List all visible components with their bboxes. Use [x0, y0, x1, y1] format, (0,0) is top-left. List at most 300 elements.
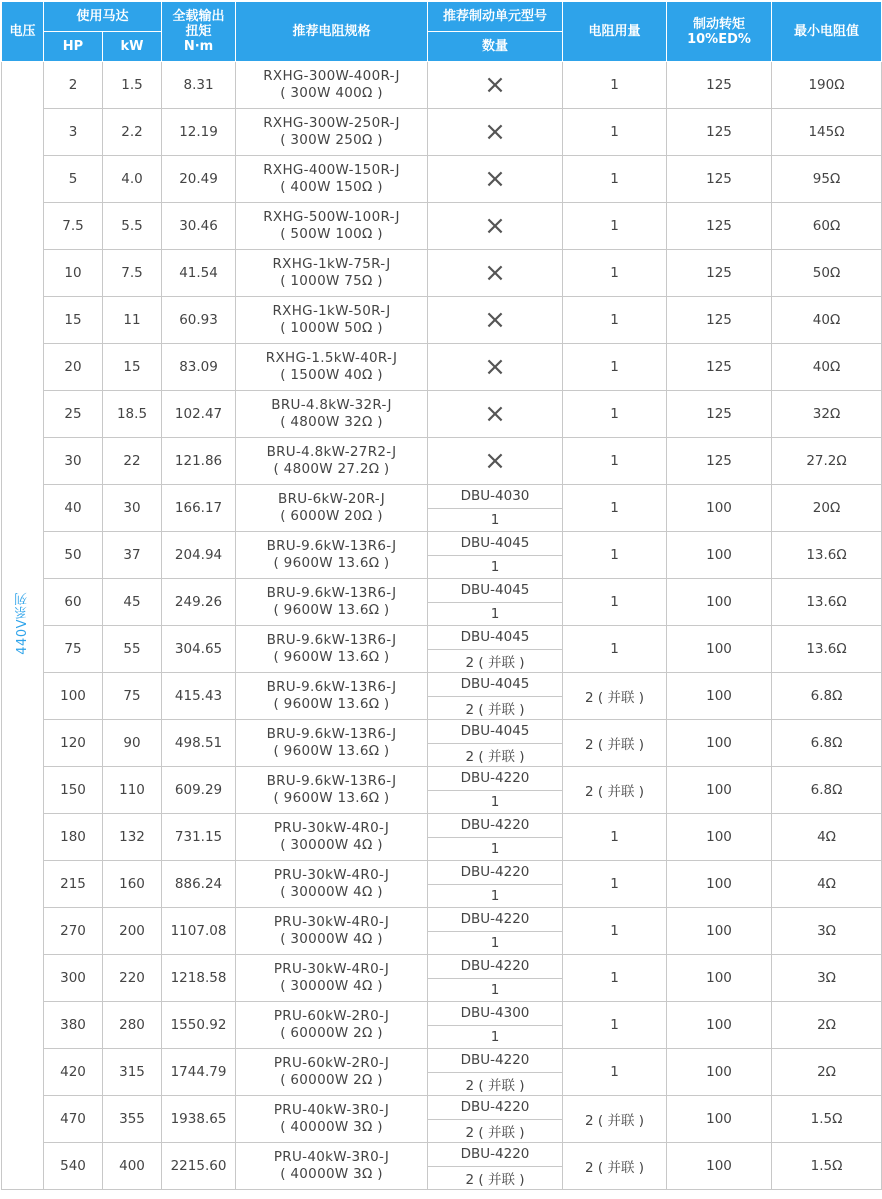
- table-row: [2, 626, 882, 673]
- resistor-rating: ( 400W 150Ω ): [280, 179, 383, 195]
- cell-brake-unit: [428, 814, 563, 861]
- cell-torque: 30.46: [162, 203, 236, 250]
- cell-brake-unit: [428, 1096, 563, 1143]
- brake-unit-model: DBU-4030: [428, 485, 562, 509]
- cell-resistor-spec: [236, 109, 428, 156]
- cell-braking-torque: 125: [667, 297, 772, 344]
- table-row: [2, 814, 882, 861]
- cell-resistor-spec: [236, 532, 428, 579]
- cell-braking-torque: 100: [667, 955, 772, 1002]
- cell-brake-unit-none: [428, 109, 563, 156]
- cell-hp: 3: [44, 109, 103, 156]
- cell-braking-torque: 100: [667, 767, 772, 814]
- cell-brake-unit: [428, 1049, 563, 1096]
- table-row: [2, 156, 882, 203]
- cell-brake-unit: [428, 626, 563, 673]
- cell-min-resistance: 6.8Ω: [772, 673, 882, 720]
- not-required-x-icon: ×: [484, 117, 506, 147]
- cell-kw: 200: [103, 908, 162, 955]
- cell-brake-unit: [428, 532, 563, 579]
- resistor-model: BRU-6kW-20R-J: [278, 491, 386, 507]
- cell-hp: 300: [44, 955, 103, 1002]
- cell-resistor-qty: 1: [563, 861, 667, 908]
- cell-braking-torque: 100: [667, 485, 772, 532]
- cell-hp: 470: [44, 1096, 103, 1143]
- cell-min-resistance: 1.5Ω: [772, 1096, 882, 1143]
- cell-brake-unit-none: [428, 156, 563, 203]
- cell-resistor-spec: [236, 861, 428, 908]
- resistor-rating: ( 1500W 40Ω ): [280, 367, 383, 383]
- cell-brake-unit-none: [428, 391, 563, 438]
- table-row: [2, 1143, 882, 1190]
- cell-hp: 420: [44, 1049, 103, 1096]
- cell-min-resistance: 27.2Ω: [772, 438, 882, 485]
- not-required-x-icon: ×: [484, 211, 506, 241]
- brake-resistor-table: [1, 1, 882, 1190]
- cell-braking-torque: 125: [667, 391, 772, 438]
- cell-resistor-qty: 1: [563, 250, 667, 297]
- cell-hp: 40: [44, 485, 103, 532]
- table-row: [2, 297, 882, 344]
- cell-braking-torque: 100: [667, 814, 772, 861]
- cell-kw: 11: [103, 297, 162, 344]
- cell-resistor-spec: [236, 62, 428, 109]
- resistor-model: BRU-9.6kW-13R6-J: [266, 585, 397, 601]
- cell-min-resistance: 2Ω: [772, 1049, 882, 1096]
- table-row: [2, 908, 882, 955]
- cell-hp: 20: [44, 344, 103, 391]
- table-row: [2, 532, 882, 579]
- cell-resistor-spec: [236, 438, 428, 485]
- resistor-rating: ( 9600W 13.6Ω ): [273, 649, 390, 665]
- resistor-model: RXHG-1kW-50R-J: [272, 303, 391, 319]
- header-torque-line3: N·m: [183, 39, 214, 54]
- cell-resistor-qty: 1: [563, 485, 667, 532]
- cell-resistor-qty: 1: [563, 814, 667, 861]
- cell-kw: 1.5: [103, 62, 162, 109]
- header-braking-torque: [667, 2, 772, 62]
- cell-kw: 22: [103, 438, 162, 485]
- cell-kw: 160: [103, 861, 162, 908]
- cell-resistor-qty: 2 ( 并联 ): [563, 767, 667, 814]
- cell-torque: 886.24: [162, 861, 236, 908]
- cell-min-resistance: 2Ω: [772, 1002, 882, 1049]
- cell-torque: 83.09: [162, 344, 236, 391]
- brake-unit-model: DBU-4220: [428, 861, 562, 885]
- brake-unit-qty: 1: [490, 887, 500, 904]
- resistor-rating: ( 1000W 50Ω ): [280, 320, 383, 336]
- header-torque-line1: 全载输出: [172, 9, 225, 24]
- cell-hp: 5: [44, 156, 103, 203]
- cell-resistor-spec: [236, 673, 428, 720]
- cell-kw: 7.5: [103, 250, 162, 297]
- resistor-rating: ( 9600W 13.6Ω ): [273, 696, 390, 712]
- cell-torque: 166.17: [162, 485, 236, 532]
- cell-resistor-spec: [236, 156, 428, 203]
- not-required-x-icon: ×: [484, 258, 506, 288]
- table-row: [2, 62, 882, 109]
- table-row: [2, 1049, 882, 1096]
- cell-resistor-qty: 2 ( 并联 ): [563, 1096, 667, 1143]
- voltage-series-label: 440V系列: [15, 592, 30, 655]
- resistor-model: RXHG-1kW-75R-J: [272, 256, 391, 272]
- cell-resistor-qty: 1: [563, 203, 667, 250]
- cell-min-resistance: 4Ω: [772, 814, 882, 861]
- cell-torque: 1107.08: [162, 908, 236, 955]
- cell-min-resistance: 50Ω: [772, 250, 882, 297]
- brake-unit-qty: 1: [490, 840, 500, 857]
- not-required-x-icon: ×: [484, 70, 506, 100]
- cell-brake-unit: [428, 861, 563, 908]
- resistor-model: PRU-30kW-4R0-J: [273, 820, 390, 836]
- cell-min-resistance: 3Ω: [772, 908, 882, 955]
- resistor-model: BRU-9.6kW-13R6-J: [266, 632, 397, 648]
- cell-hp: 180: [44, 814, 103, 861]
- cell-min-resistance: 4Ω: [772, 861, 882, 908]
- cell-resistor-qty: 1: [563, 297, 667, 344]
- cell-torque: 1938.65: [162, 1096, 236, 1143]
- cell-resistor-spec: [236, 485, 428, 532]
- resistor-rating: ( 40000W 3Ω ): [280, 1119, 383, 1135]
- table-row: [2, 579, 882, 626]
- brake-unit-qty: 2 ( 并联 ): [465, 1171, 525, 1188]
- cell-resistor-spec: [236, 720, 428, 767]
- cell-braking-torque: 100: [667, 720, 772, 767]
- cell-resistor-qty: 2 ( 并联 ): [563, 1143, 667, 1190]
- cell-braking-torque: 100: [667, 532, 772, 579]
- cell-kw: 4.0: [103, 156, 162, 203]
- header-braking-torque-line2: 10%ED%: [687, 31, 751, 47]
- cell-braking-torque: 125: [667, 344, 772, 391]
- cell-torque: 304.65: [162, 626, 236, 673]
- cell-resistor-qty: 1: [563, 344, 667, 391]
- cell-torque: 731.15: [162, 814, 236, 861]
- cell-hp: 150: [44, 767, 103, 814]
- cell-braking-torque: 125: [667, 250, 772, 297]
- cell-min-resistance: 32Ω: [772, 391, 882, 438]
- cell-kw: 18.5: [103, 391, 162, 438]
- cell-brake-unit-none: [428, 203, 563, 250]
- resistor-model: PRU-30kW-4R0-J: [273, 914, 390, 930]
- cell-brake-unit: [428, 767, 563, 814]
- cell-hp: 10: [44, 250, 103, 297]
- cell-resistor-spec: [236, 908, 428, 955]
- resistor-model: BRU-9.6kW-13R6-J: [266, 773, 397, 789]
- cell-braking-torque: 100: [667, 1143, 772, 1190]
- cell-torque: 249.26: [162, 579, 236, 626]
- cell-resistor-qty: 1: [563, 109, 667, 156]
- brake-unit-model: DBU-4220: [428, 955, 562, 979]
- cell-brake-unit: [428, 720, 563, 767]
- table-row: [2, 673, 882, 720]
- cell-kw: 2.2: [103, 109, 162, 156]
- cell-braking-torque: 100: [667, 579, 772, 626]
- resistor-model: PRU-60kW-2R0-J: [273, 1008, 390, 1024]
- cell-torque: 20.49: [162, 156, 236, 203]
- brake-unit-qty: 2 ( 并联 ): [465, 1077, 525, 1094]
- table-row: [2, 391, 882, 438]
- brake-unit-model: DBU-4045: [428, 720, 562, 744]
- resistor-rating: ( 30000W 4Ω ): [280, 931, 383, 947]
- brake-unit-qty: 1: [490, 981, 500, 998]
- cell-torque: 609.29: [162, 767, 236, 814]
- cell-kw: 315: [103, 1049, 162, 1096]
- cell-resistor-spec: [236, 344, 428, 391]
- brake-unit-qty: 2 ( 并联 ): [465, 701, 525, 718]
- cell-hp: 75: [44, 626, 103, 673]
- cell-hp: 60: [44, 579, 103, 626]
- resistor-model: BRU-4.8kW-32R-J: [271, 397, 392, 413]
- resistor-model: RXHG-300W-400R-J: [263, 68, 400, 84]
- cell-resistor-spec: [236, 1096, 428, 1143]
- cell-brake-unit-none: [428, 344, 563, 391]
- cell-hp: 120: [44, 720, 103, 767]
- table-row: [2, 767, 882, 814]
- cell-resistor-spec: [236, 1143, 428, 1190]
- cell-resistor-spec: [236, 1002, 428, 1049]
- cell-min-resistance: 40Ω: [772, 344, 882, 391]
- resistor-rating: ( 9600W 13.6Ω ): [273, 555, 390, 571]
- resistor-rating: ( 60000W 2Ω ): [280, 1025, 383, 1041]
- cell-torque: 415.43: [162, 673, 236, 720]
- cell-resistor-qty: 2 ( 并联 ): [563, 720, 667, 767]
- table-row: [2, 485, 882, 532]
- cell-resistor-qty: 1: [563, 579, 667, 626]
- not-required-x-icon: ×: [484, 446, 506, 476]
- cell-min-resistance: 6.8Ω: [772, 720, 882, 767]
- brake-unit-qty: 2 ( 并联 ): [465, 1124, 525, 1141]
- cell-braking-torque: 100: [667, 673, 772, 720]
- cell-torque: 41.54: [162, 250, 236, 297]
- brake-unit-model: DBU-4045: [428, 673, 562, 697]
- cell-braking-torque: 100: [667, 908, 772, 955]
- cell-hp: 50: [44, 532, 103, 579]
- cell-min-resistance: 145Ω: [772, 109, 882, 156]
- cell-resistor-spec: [236, 250, 428, 297]
- table-row: [2, 1096, 882, 1143]
- cell-kw: 355: [103, 1096, 162, 1143]
- cell-kw: 110: [103, 767, 162, 814]
- cell-torque: 60.93: [162, 297, 236, 344]
- cell-resistor-qty: 2 ( 并联 ): [563, 673, 667, 720]
- resistor-rating: ( 9600W 13.6Ω ): [273, 790, 390, 806]
- header-hp: HP: [44, 32, 103, 62]
- cell-braking-torque: 100: [667, 1049, 772, 1096]
- resistor-model: PRU-40kW-3R0-J: [273, 1149, 390, 1165]
- cell-torque: 2215.60: [162, 1143, 236, 1190]
- cell-min-resistance: 190Ω: [772, 62, 882, 109]
- cell-braking-torque: 100: [667, 1002, 772, 1049]
- cell-brake-unit-none: [428, 62, 563, 109]
- cell-min-resistance: 13.6Ω: [772, 532, 882, 579]
- brake-unit-model: DBU-4220: [428, 767, 562, 791]
- cell-kw: 5.5: [103, 203, 162, 250]
- cell-min-resistance: 6.8Ω: [772, 767, 882, 814]
- cell-brake-unit-none: [428, 438, 563, 485]
- cell-resistor-spec: [236, 626, 428, 673]
- cell-kw: 30: [103, 485, 162, 532]
- cell-hp: 7.5: [44, 203, 103, 250]
- cell-kw: 15: [103, 344, 162, 391]
- table-row: [2, 861, 882, 908]
- header-brake-qty: 数量: [428, 32, 563, 62]
- resistor-rating: ( 30000W 4Ω ): [280, 978, 383, 994]
- voltage-series-cell: [2, 62, 44, 1190]
- table-row: [2, 250, 882, 297]
- cell-torque: 8.31: [162, 62, 236, 109]
- header-resistor-qty: 电阻用量: [563, 2, 667, 62]
- brake-unit-model: DBU-4300: [428, 1002, 562, 1026]
- resistor-rating: ( 300W 250Ω ): [280, 132, 383, 148]
- cell-brake-unit-none: [428, 297, 563, 344]
- brake-unit-qty: 2 ( 并联 ): [465, 748, 525, 765]
- cell-hp: 215: [44, 861, 103, 908]
- cell-torque: 121.86: [162, 438, 236, 485]
- resistor-model: PRU-30kW-4R0-J: [273, 961, 390, 977]
- table-row: [2, 344, 882, 391]
- brake-unit-model: DBU-4045: [428, 626, 562, 650]
- cell-hp: 30: [44, 438, 103, 485]
- cell-torque: 1218.58: [162, 955, 236, 1002]
- resistor-model: RXHG-1.5kW-40R-J: [265, 350, 398, 366]
- cell-min-resistance: 13.6Ω: [772, 579, 882, 626]
- cell-braking-torque: 125: [667, 156, 772, 203]
- cell-resistor-spec: [236, 203, 428, 250]
- table-row: [2, 438, 882, 485]
- table-row: [2, 109, 882, 156]
- cell-resistor-qty: 1: [563, 1002, 667, 1049]
- cell-kw: 90: [103, 720, 162, 767]
- brake-unit-model: DBU-4220: [428, 1143, 562, 1167]
- cell-torque: 1550.92: [162, 1002, 236, 1049]
- cell-braking-torque: 125: [667, 109, 772, 156]
- resistor-rating: ( 9600W 13.6Ω ): [273, 743, 390, 759]
- cell-braking-torque: 125: [667, 438, 772, 485]
- not-required-x-icon: ×: [484, 352, 506, 382]
- brake-unit-qty: 1: [490, 793, 500, 810]
- resistor-model: RXHG-300W-250R-J: [263, 115, 400, 131]
- resistor-model: RXHG-500W-100R-J: [263, 209, 400, 225]
- cell-min-resistance: 40Ω: [772, 297, 882, 344]
- brake-unit-qty: 2 ( 并联 ): [465, 654, 525, 671]
- cell-resistor-spec: [236, 297, 428, 344]
- brake-unit-qty: 1: [490, 934, 500, 951]
- cell-torque: 498.51: [162, 720, 236, 767]
- resistor-model: PRU-30kW-4R0-J: [273, 867, 390, 883]
- cell-resistor-spec: [236, 391, 428, 438]
- cell-resistor-qty: 1: [563, 532, 667, 579]
- resistor-model: PRU-40kW-3R0-J: [273, 1102, 390, 1118]
- resistor-rating: ( 500W 100Ω ): [280, 226, 383, 242]
- resistor-rating: ( 4800W 27.2Ω ): [273, 461, 390, 477]
- cell-braking-torque: 125: [667, 203, 772, 250]
- cell-min-resistance: 95Ω: [772, 156, 882, 203]
- cell-kw: 37: [103, 532, 162, 579]
- header-kw: kW: [103, 32, 162, 62]
- cell-kw: 400: [103, 1143, 162, 1190]
- brake-unit-qty: 1: [490, 511, 500, 528]
- resistor-rating: ( 60000W 2Ω ): [280, 1072, 383, 1088]
- header-braking-torque-line1: 制动转矩: [693, 16, 746, 32]
- cell-resistor-qty: 1: [563, 62, 667, 109]
- cell-min-resistance: 1.5Ω: [772, 1143, 882, 1190]
- resistor-model: BRU-4.8kW-27R2-J: [266, 444, 397, 460]
- cell-hp: 270: [44, 908, 103, 955]
- cell-kw: 220: [103, 955, 162, 1002]
- cell-resistor-qty: 1: [563, 908, 667, 955]
- cell-kw: 280: [103, 1002, 162, 1049]
- resistor-model: PRU-60kW-2R0-J: [273, 1055, 390, 1071]
- cell-resistor-qty: 1: [563, 438, 667, 485]
- cell-resistor-spec: [236, 579, 428, 626]
- header-voltage: 电压: [2, 2, 44, 62]
- resistor-rating: ( 30000W 4Ω ): [280, 837, 383, 853]
- resistor-model: BRU-9.6kW-13R6-J: [266, 679, 397, 695]
- not-required-x-icon: ×: [484, 164, 506, 194]
- resistor-model: BRU-9.6kW-13R6-J: [266, 726, 397, 742]
- cell-hp: 15: [44, 297, 103, 344]
- cell-brake-unit: [428, 485, 563, 532]
- header-brake-unit: 推荐制动单元型号: [428, 2, 563, 32]
- cell-brake-unit: [428, 908, 563, 955]
- cell-brake-unit: [428, 955, 563, 1002]
- table-row: [2, 1002, 882, 1049]
- cell-brake-unit-none: [428, 250, 563, 297]
- cell-brake-unit: [428, 673, 563, 720]
- header-motor: 使用马达: [44, 2, 162, 32]
- cell-hp: 25: [44, 391, 103, 438]
- cell-braking-torque: 100: [667, 861, 772, 908]
- cell-torque: 102.47: [162, 391, 236, 438]
- resistor-model: BRU-9.6kW-13R6-J: [266, 538, 397, 554]
- cell-resistor-spec: [236, 767, 428, 814]
- cell-min-resistance: 60Ω: [772, 203, 882, 250]
- not-required-x-icon: ×: [484, 399, 506, 429]
- brake-unit-qty: 1: [490, 605, 500, 622]
- brake-unit-model: DBU-4045: [428, 579, 562, 603]
- cell-resistor-spec: [236, 955, 428, 1002]
- not-required-x-icon: ×: [484, 305, 506, 335]
- cell-kw: 45: [103, 579, 162, 626]
- cell-braking-torque: 100: [667, 626, 772, 673]
- cell-brake-unit: [428, 579, 563, 626]
- table-row: [2, 955, 882, 1002]
- cell-min-resistance: 3Ω: [772, 955, 882, 1002]
- header-resistor-spec: 推荐电阻规格: [236, 2, 428, 62]
- cell-min-resistance: 20Ω: [772, 485, 882, 532]
- resistor-rating: ( 6000W 20Ω ): [280, 508, 383, 524]
- cell-resistor-qty: 1: [563, 391, 667, 438]
- resistor-model: RXHG-400W-150R-J: [263, 162, 400, 178]
- cell-min-resistance: 13.6Ω: [772, 626, 882, 673]
- cell-braking-torque: 100: [667, 1096, 772, 1143]
- brake-unit-model: DBU-4220: [428, 814, 562, 838]
- header-torque: [162, 2, 236, 62]
- brake-unit-model: DBU-4045: [428, 532, 562, 556]
- cell-resistor-qty: 1: [563, 156, 667, 203]
- cell-resistor-qty: 1: [563, 626, 667, 673]
- cell-torque: 12.19: [162, 109, 236, 156]
- table-row: [2, 720, 882, 767]
- resistor-rating: ( 1000W 75Ω ): [280, 273, 383, 289]
- header-torque-line2: 扭矩: [185, 24, 212, 39]
- cell-hp: 2: [44, 62, 103, 109]
- brake-unit-model: DBU-4220: [428, 1049, 562, 1073]
- cell-resistor-spec: [236, 814, 428, 861]
- resistor-rating: ( 4800W 32Ω ): [280, 414, 383, 430]
- cell-kw: 75: [103, 673, 162, 720]
- resistor-rating: ( 9600W 13.6Ω ): [273, 602, 390, 618]
